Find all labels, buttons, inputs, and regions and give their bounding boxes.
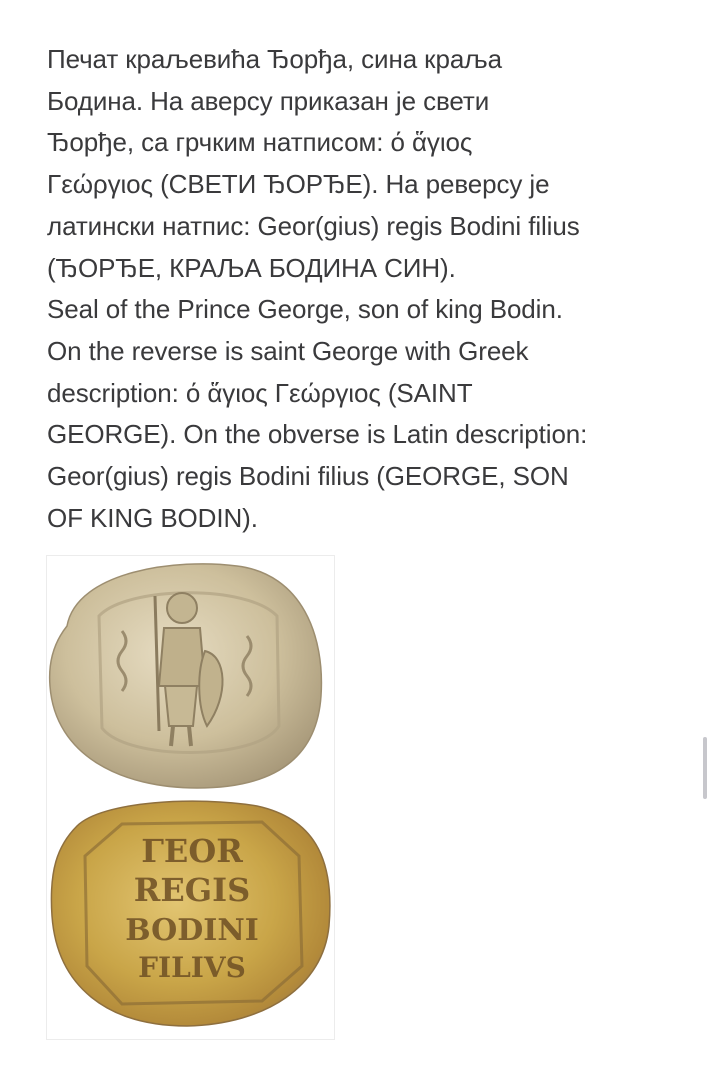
inscription-line-1: ΓΕΟR bbox=[141, 832, 243, 870]
inscription-line-4: FILIVS bbox=[138, 951, 246, 984]
inscription-line-2: REGIS bbox=[133, 871, 251, 909]
seal-back-image bbox=[51, 801, 330, 1026]
seal-front-image bbox=[50, 564, 322, 788]
caption-serbian: Печат краљевића Ђорђа, сина краља Бодина. На аверсу приказан је свети Ђорђе, са грчким натписом: ό ἅγιος Γεώργιος (СВЕТИ ЂОРЂЕ). На реверсу је латински натпис: Geor(gius) regis Bodini filius (ЂОРЂЕ, КРАЉА БОДИНА СИН). bbox=[47, 44, 580, 283]
seal-figure bbox=[46, 555, 335, 1040]
scrollbar[interactable] bbox=[703, 737, 707, 799]
seal-caption bbox=[47, 39, 687, 539]
caption-english: Seal of the Prince George, son of king Bodin. On the reverse is saint George with Greek description: ό ἅγιος Γεώργιος (SAINT GEORGE). On the obverse is Latin description: Geor(gius) regis Bodini filius (GEORGE, SON OF KING BODIN). bbox=[47, 294, 588, 533]
inscription-line-3: BODINI bbox=[125, 913, 259, 948]
